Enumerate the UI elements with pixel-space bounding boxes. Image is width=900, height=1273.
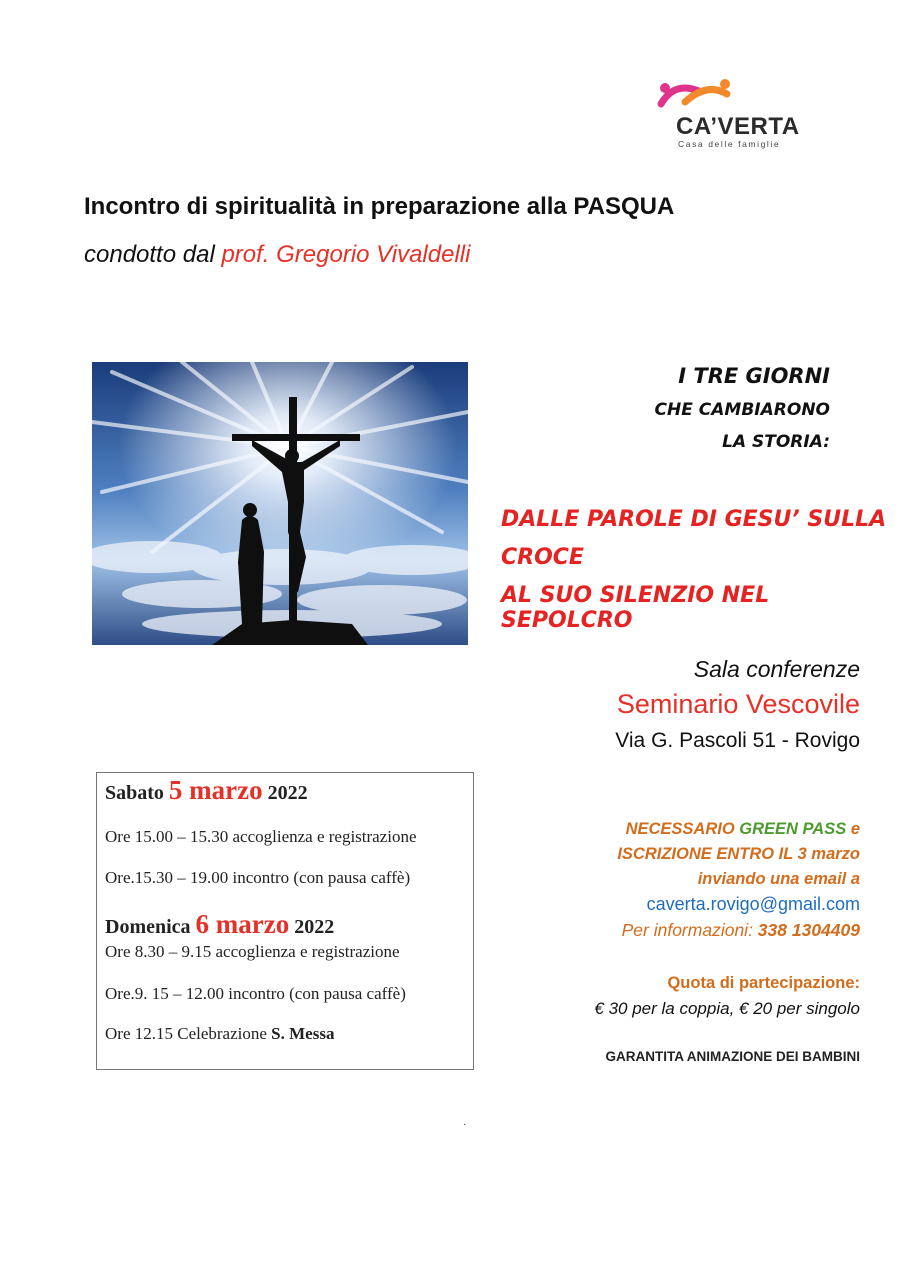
registration-deadline: ISCRIZIONE ENTRO IL 3 marzo — [617, 845, 860, 863]
venue-address: Via G. Pascoli 51 - Rovigo — [615, 729, 860, 752]
green-pass-text: GREEN PASS — [739, 820, 847, 838]
theme-line-1: DALLE PAROLE DI GESU’ SULLA — [501, 507, 887, 532]
schedule-item: Ore.9. 15 – 12.00 incontro (con pausa caffè) — [105, 984, 406, 1003]
children-animation: GARANTITA ANIMAZIONE DEI BAMBINI — [605, 1049, 860, 1064]
e-text: e — [846, 820, 860, 838]
headline-line-3: LA STORIA: — [722, 432, 830, 452]
theme-line-3: AL SUO SILENZIO NEL SEPOLCRO — [501, 583, 770, 633]
day-label: Domenica — [105, 916, 196, 938]
sunday-heading — [105, 909, 334, 940]
subtitle-prefix: condotto dal — [84, 241, 222, 268]
venue-name: Seminario Vescovile — [616, 689, 860, 719]
day-date: 6 marzo — [195, 909, 290, 939]
headline-line-1: I TRE GIORNI — [678, 364, 830, 388]
speaker-name: prof. Gregorio Vivaldelli — [221, 241, 471, 268]
crucifix-photo — [92, 362, 468, 645]
phone-number[interactable]: 338 1304409 — [757, 920, 860, 940]
day-label: Sabato — [105, 782, 169, 804]
info-label: Per informazioni: — [621, 920, 758, 940]
logo-tagline: Casa delle famiglie — [678, 139, 781, 149]
quota-title: Quota di partecipazione: — [667, 974, 860, 992]
quota-prices: € 30 per la coppia, € 20 per singolo — [594, 999, 860, 1018]
day-date: 5 marzo — [168, 775, 263, 805]
schedule-item: Ore.15.30 – 19.00 incontro (con pausa caffè) — [105, 868, 411, 887]
schedule-item: Ore 8.30 – 9.15 accoglienza e registrazione — [105, 942, 400, 961]
venue-room: Sala conferenze — [693, 656, 860, 682]
stray-dot: . — [463, 1114, 467, 1128]
green-pass-notice — [626, 820, 860, 839]
necessario-text: NECESSARIO — [625, 820, 740, 838]
email-instruction: inviando una email a — [697, 870, 860, 888]
subtitle — [84, 241, 470, 269]
info-phone — [622, 920, 860, 941]
headline-line-2: CHE CAMBIARONO — [654, 400, 830, 420]
day-year: 2022 — [262, 782, 308, 804]
theme-line-2: CROCE — [501, 545, 584, 570]
saturday-heading — [105, 775, 308, 806]
contact-email-link[interactable]: caverta.rovigo@gmail.com — [646, 894, 860, 914]
logo-wordmark: CA’VERTA — [676, 113, 800, 140]
mass-prefix: Ore 12.15 Celebrazione — [105, 1024, 272, 1043]
schedule-item: Ore 15.00 – 15.30 accoglienza e registrazione — [105, 827, 417, 846]
day-year: 2022 — [289, 916, 335, 938]
mass-label: S. Messa — [271, 1024, 335, 1043]
schedule-item-mass — [105, 1024, 334, 1044]
page-title: Incontro di spiritualità in preparazione alla PASQUA — [84, 193, 675, 220]
